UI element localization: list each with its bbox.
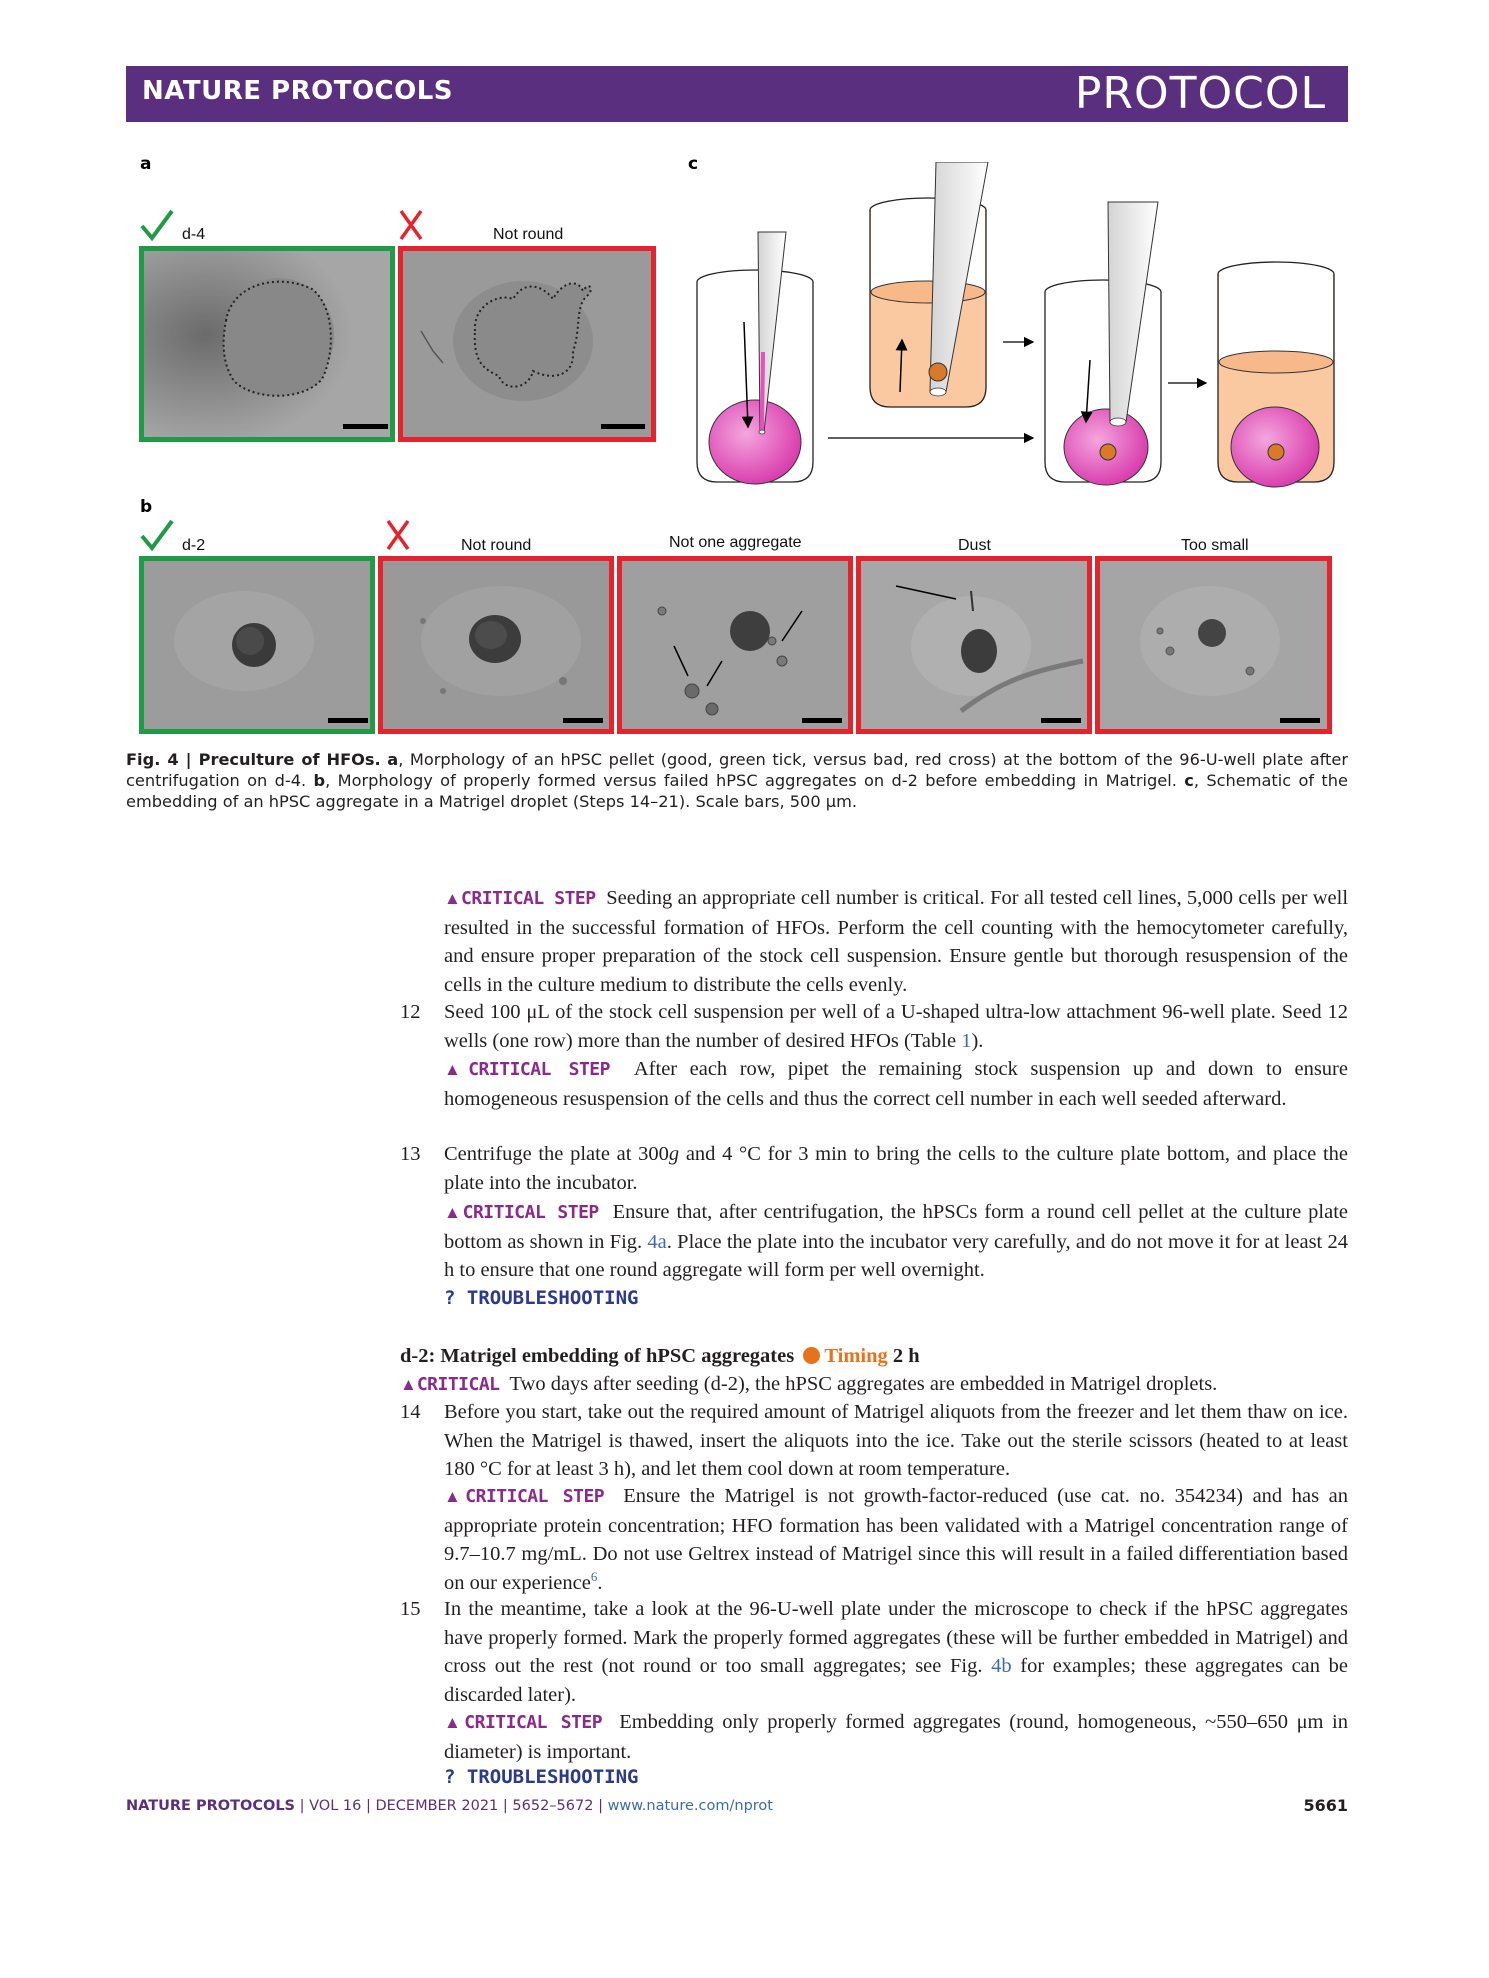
critical-step-label: CRITICAL STEP [465,1486,605,1507]
heading-text: d-2: Matrigel embedding of hPSC aggregates [400,1345,795,1367]
scale-bar [328,718,368,723]
step-number-15: 15 [400,1598,421,1620]
critical-label: CRITICAL [416,1374,500,1395]
step-text-end: ). [971,1029,984,1052]
critical-step-paragraph-1 [444,884,1348,999]
scale-bar [1041,718,1081,723]
step-text: and 4 °C for 3 min to bring the cells to the culture plate bottom, and place the plate into the incubator. [444,1143,1349,1194]
tube-3 [1045,202,1161,485]
step-text-end: for examples; these aggregates can be discarded later). [444,1655,1349,1706]
scale-bar [802,718,842,723]
journal-header-bar [126,66,1348,122]
footer-volume: VOL 16 [309,1798,362,1814]
panel-b-bad-image-2 [617,556,853,734]
panel-b-good-label: d-2 [182,537,206,554]
footer-citation [126,1798,773,1814]
figure-link[interactable]: 4a [647,1230,667,1253]
caption-text-b: , Morphology of properly formed versus failed hPSC aggregates on d-2 before embedding in Matrigel. [325,771,1177,790]
journal-name: NATURE PROTOCOLS [142,76,454,106]
panel-b-bad-image-3 [856,556,1092,734]
step-15-text [444,1595,1348,1709]
paragraph-text: Embedding only properly formed aggregates (round, homogeneous, ~550–650 μm in diameter) is important. [444,1711,1349,1763]
panel-b-good-image [139,556,375,734]
tube-1 [697,232,813,484]
panel-b-bad-label-2: Not one aggregate [669,534,802,551]
footer-url-link[interactable]: www.nature.com/nprot [607,1798,773,1814]
paragraph-text: Ensure the Matrigel is not growth-factor-reduced (use cat. no. 354234) and has an appropriate protein concentration; HFO formation has been validated with a Matrigel concentration range of 9.7–10.7 mg/mL. Do not use Geltrex instead of Matrigel since this will result in a failed differentiation based on our experience [444,1485,1348,1594]
critical-step-label: CRITICAL STEP [464,1712,603,1733]
red-cross-icon [385,518,411,552]
step-14-text: Before you start, take out the required amount of Matrigel aliquots from the freezer and let them thaw on ice. When the Matrigel is thawed, insert the aliquots into the ice. Take out the sterile scissors (heated to at least 180 °C for at least 3 h), and let them cool down at room temperature. [444,1401,1348,1480]
critical-triangle-icon: ▲ [444,889,462,908]
scale-bar [563,718,603,723]
troubleshooting-link[interactable]: ? TROUBLESHOOTING [444,1287,639,1309]
italic-g: g [668,1143,680,1165]
table-link[interactable]: 1 [961,1029,972,1052]
panel-c-letter: c [688,154,699,174]
troubleshooting-link[interactable]: ? TROUBLESHOOTING [444,1766,639,1788]
paragraph-end: . [597,1571,603,1594]
scale-bar [1280,718,1320,723]
panel-b-bad-label-1: Not round [461,537,532,554]
footer-journal: NATURE PROTOCOLS [126,1798,296,1814]
critical-step-label: CRITICAL STEP [462,1202,599,1223]
paragraph-text: After each row, pipet the remaining stock suspension up and down to ensure homogeneous resuspension of the cells and thus the correct cell number in each well seeded afterward. [444,1058,1348,1110]
panel-a-good-image [139,246,395,442]
step-number-13: 13 [400,1143,421,1165]
figure-caption [126,749,1348,812]
critical-step-paragraph-14 [444,1482,1348,1597]
panel-a-bad-label: Not round [493,226,564,243]
scale-bar [601,424,645,429]
critical-triangle-icon: ▲ [444,1713,465,1732]
footer-date: DECEMBER 2021 [375,1798,499,1814]
section-heading [400,1342,920,1371]
panel-a-good-label: d-4 [182,226,206,243]
caption-letter-c: c [1184,771,1194,790]
step-12-text [444,998,1348,1055]
timing-dot-icon [803,1347,820,1364]
step-number-14: 14 [400,1401,421,1423]
critical-triangle-icon: ▲ [400,1375,417,1394]
critical-intro [400,1370,1348,1400]
footer-pages: 5652–5672 [512,1798,594,1814]
critical-triangle-icon: ▲ [444,1203,463,1222]
caption-text-c: , Schematic of the embedding of an hPSC aggregate in a Matrigel droplet (Steps 14–21). Scale bars, 500 μm. [126,771,1348,811]
paragraph-text: . Place the plate into the incubator very carefully, and do not move it for at least 24 h to ensure that one round aggregate will form per well overnight. [444,1230,1348,1281]
critical-step-paragraph-13 [444,1198,1348,1285]
page-number: 5661 [1303,1796,1348,1815]
separator: | [365,1798,371,1814]
caption-letter-b: b [313,771,326,790]
step-number-12: 12 [400,1001,421,1023]
caption-figure-label: Fig. 4 | Preculture of HFOs. [126,750,381,769]
step-text: In the meantime, take a look at the 96-U-well plate under the microscope to check if the hPSC aggregates have properly formed. Mark the properly formed aggregates (these will be further embedded in Matrigel) and cross out the rest (not round or too small aggregates; see Fig. [444,1598,1348,1677]
separator: | [598,1798,603,1814]
critical-triangle-icon: ▲ [444,1487,466,1506]
critical-step-label: CRITICAL STEP [468,1059,610,1080]
section-label: PROTOCOL [1074,68,1326,119]
paragraph-text: Seeding an appropriate cell number is critical. For all tested cell lines, 5,000 cells per well resulted in the successful formation of HFOs. Perform the cell counting with the hemocytometer carefully, and ensure proper preparation of the stock cell suspension. Ensure gentle but thorough resuspension of the cells in the culture medium to distribute the cells evenly. [444,887,1349,996]
panel-b-letter: b [140,497,153,517]
scale-bar [343,424,388,429]
green-tick-icon [139,208,175,242]
tube-4 [1218,262,1334,487]
tube-2 [870,162,988,407]
separator: | [502,1798,508,1814]
timing-label: Timing [824,1345,888,1367]
timing-value: 2 h [892,1345,920,1367]
paragraph-text: Ensure that, after centrifugation, the hPSCs form a round cell pellet at the culture plate bottom as shown in Fig. [444,1201,1349,1253]
panel-a-bad-image [398,246,656,442]
step-13-text [444,1140,1348,1197]
caption-text-a: , Morphology of an hPSC pellet (good, green tick, versus bad, red cross) at the bottom of the 96-U-well plate after centrifugation on d-4. [126,750,1348,790]
step-text: Seed 100 μL of the stock cell suspension per well of a U-shaped ultra-low attachment 96-well plate. Seed 12 wells (one row) more than the number of desired HFOs (Table [444,1001,1348,1052]
critical-triangle-icon: ▲ [444,1060,469,1079]
panel-b-bad-image-1 [378,556,614,734]
embedding-schematic [688,162,1348,492]
figure-link[interactable]: 4b [991,1655,1012,1677]
paragraph-text: Two days after seeding (d-2), the hPSC aggregates are embedded in Matrigel droplets. [509,1373,1218,1395]
red-cross-icon [398,208,424,242]
panel-b-bad-label-4: Too small [1181,537,1249,554]
critical-step-label: CRITICAL STEP [461,888,596,909]
critical-step-paragraph-12 [444,1055,1348,1113]
step-text: Centrifuge the plate at 300 [444,1143,669,1165]
green-tick-icon [139,518,175,552]
panel-b-bad-label-3: Dust [958,537,991,554]
panel-b-bad-image-4 [1095,556,1332,734]
reference-link[interactable]: 6 [590,1568,598,1584]
critical-step-paragraph-15 [444,1708,1348,1766]
panel-a-letter: a [140,154,152,174]
caption-letter-a: a [387,750,399,769]
separator: | [299,1798,305,1814]
